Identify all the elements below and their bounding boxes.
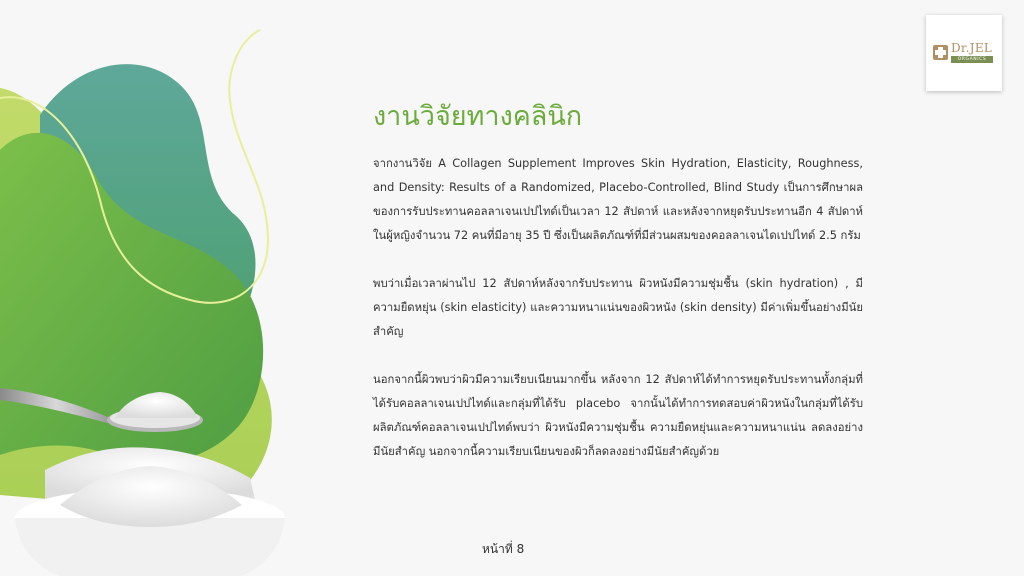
slide-title: งานวิจัยทางคลินิก xyxy=(373,101,583,132)
page-number: หน้าที่ 8 xyxy=(482,542,525,556)
logo-subtext: ORGANICS xyxy=(951,56,993,63)
paragraph-results: พบว่าเมื่อเวลาผ่านไป 12 สัปดาห์หลังจากรับประทาน ผิวหนังมีความชุ่มชื้น (skin hydration) , มีความยืดหยุ่น (skin elasticity) และความหนาแน่นของผิวหนัง (skin density) มีค่าเพิ่มขึ้นอย่างมีนัยสำคัญ xyxy=(373,277,863,338)
brand-logo xyxy=(926,15,1002,91)
logo-cross-icon xyxy=(933,45,948,60)
paragraph-study-intro: จากงานวิจัย A Collagen Supplement Improves Skin Hydration, Elasticity, Roughness, and Density: Results of a Randomized, Placebo-Controlled, Blind Study เป็นการศึกษาผลของการรับประทานคอลลาเจนเปปไทด์เป็นเวลา 12 สัปดาห์ และหลังจากหยุดรับประทานอีก 4 สัปดาห์ในผู้หญิงจำนวน 72 คนที่มีอายุ 35 ปี ซึ่งเป็นผลิตภัณฑ์ที่มีส่วนผสมของคอลลาเจนไดเปปไทด์ 2.5 กรัม xyxy=(373,157,863,242)
decorative-blob-illustration xyxy=(0,0,330,576)
logo-wordmark: Dr.JEL xyxy=(951,41,993,55)
paragraph-followup: นอกจากนี้ผิวพบว่าผิวมีความเรียบเนียนมากขึ้น หลังจาก 12 สัปดาห์ได้ทำการหยุดรับประทานทั้งกลุ่มที่ได้รับคอลลาเจนเปปไทด์และกลุ่มที่ได้รับ placebo จากนั้นได้ทำการทดสอบค่าผิวหนังในกลุ่มที่ได้รับผลิตภัณฑ์คอลลาเจนเปปไทด์พบว่า ผิวหนังมีความชุ่มชื้น ความยืดหยุ่นและความหนาแน่น ลดลงอย่างมีนัยสำคัญ นอกจากนี้ความเรียบเนียนของผิวก็ลดลงอย่างมีนัยสำคัญด้วย xyxy=(373,373,863,458)
body-text xyxy=(373,152,863,488)
